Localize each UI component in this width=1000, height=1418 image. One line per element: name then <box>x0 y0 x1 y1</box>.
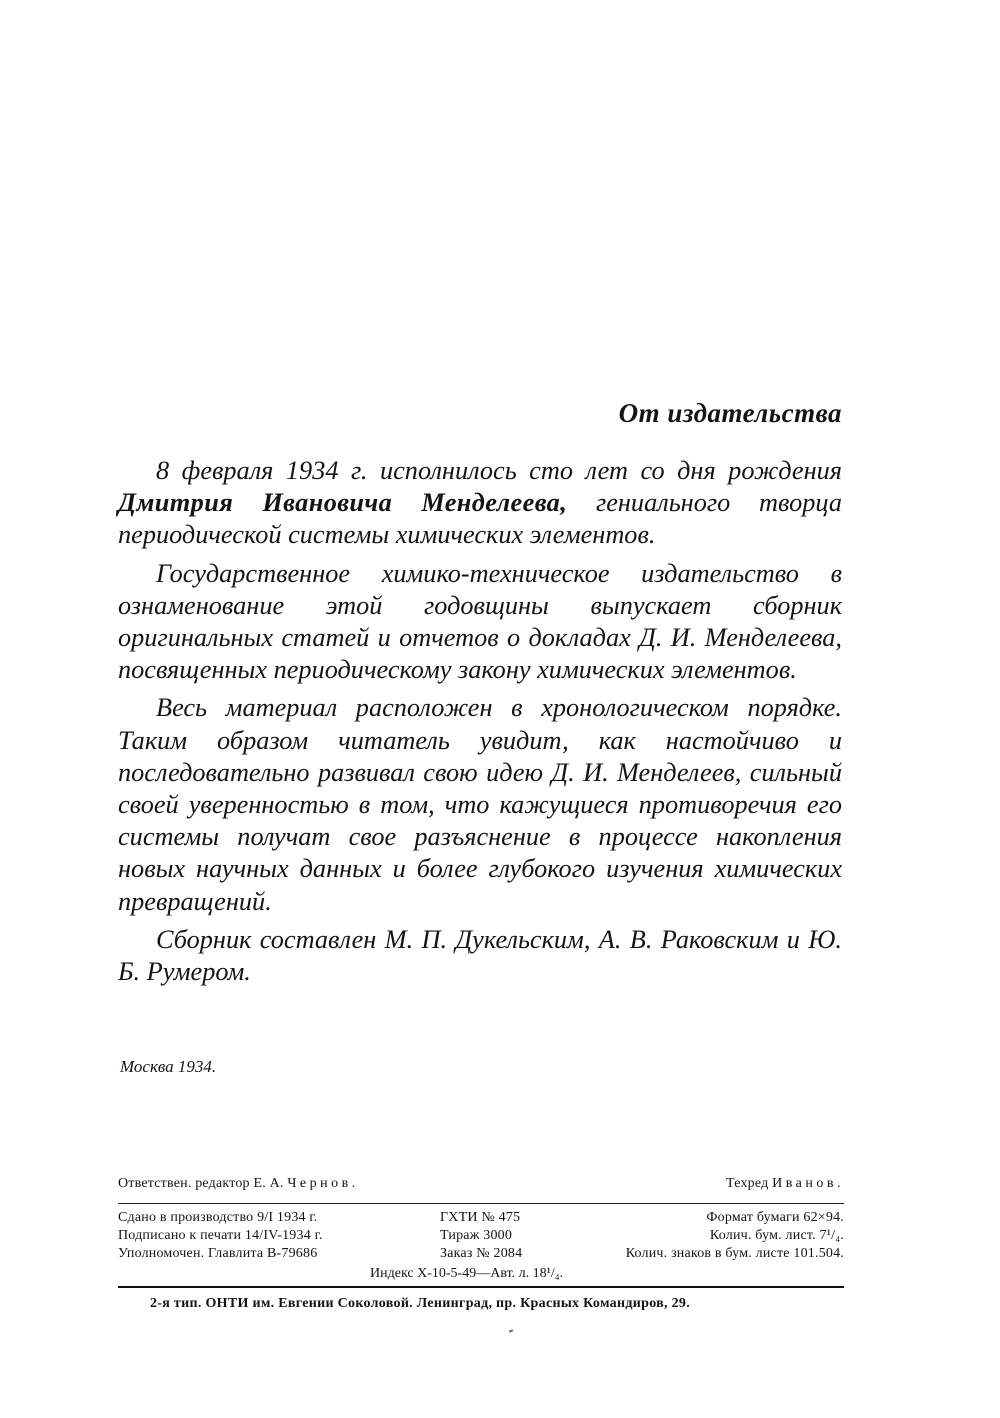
tech-editor <box>726 1176 844 1192</box>
techred-name: Иванов. <box>772 1176 844 1191</box>
place-date: Москва 1934. <box>120 1057 217 1076</box>
paragraph-text: гениального творца периодической системы химических элементов. <box>118 488 842 550</box>
paragraph-compilers: Сборник составлен М. П. Дукельским, А. В. Раковским и Ю. Б. Румером. <box>118 924 842 987</box>
imprint-cell: ГХТИ № 475 <box>440 1210 521 1225</box>
imprint-cell: Тираж 3000 <box>440 1228 513 1243</box>
mendeleev-name: Дмитрия Ивановича Менделеева, <box>118 488 568 518</box>
page-heading: От издательства <box>618 398 842 428</box>
imprint-row <box>118 1228 844 1246</box>
foreword-body <box>118 455 842 994</box>
imprint-cell: Колич. бум. лист. 7¹/₄. <box>709 1228 844 1243</box>
responsible-editor <box>118 1176 359 1192</box>
imprint-cell: Заказ № 2084 <box>440 1246 523 1261</box>
imprint-cell: Подписано к печати 14/IV-1934 г. <box>118 1228 323 1243</box>
techred-label: Техред <box>726 1176 769 1191</box>
paragraph-publication: Государственное химико-техническое издательство в ознаменование этой годовщины выпускает сборник оригинальных статей и отчетов о докладах Д. И. Менделеева, посвященных периодическому закону химических элементов. <box>118 558 842 685</box>
editors-row <box>118 1176 844 1194</box>
imprint-cell: Сдано в производство 9/I 1934 г. <box>118 1210 318 1225</box>
index-line: Индекс Х-10-5-49—Авт. л. 18¹/₄. <box>370 1266 564 1281</box>
printer-divider <box>118 1286 844 1288</box>
imprint-row <box>118 1210 844 1228</box>
imprint-cell: Формат бумаги 62×94. <box>706 1210 844 1225</box>
paragraph-material: Весь материал расположен в хронологическом порядке. Таким образом читатель увидит, как настойчиво и последовательно развивал свою идею Д. И. Менделеев, сильный своей уверенностью в том, что кажущиеся противоречия его системы получат свое разъяснение в процессе накопления новых научных данных и более глубокого изучения химических превращений. <box>118 693 842 916</box>
imprint-cell: Колич. знаков в бум. листе 101.504. <box>625 1246 844 1261</box>
scan-speck <box>509 1329 513 1332</box>
imprint-cell: Уполномочен. Главлита В-79686 <box>118 1246 318 1261</box>
paragraph-text: 8 февраля 1934 г. исполнилось сто лет со дня рождения <box>156 456 842 485</box>
imprint-row <box>118 1246 844 1264</box>
imprint-divider <box>118 1203 844 1204</box>
paragraph-anniversary <box>118 455 842 552</box>
editor-name: Чернов. <box>287 1176 359 1191</box>
editor-label: Ответствен. редактор Е. А. <box>118 1176 284 1191</box>
printer-line: 2-я тип. ОНТИ им. Евгении Соколовой. Ленинград, пр. Красных Командиров, 29. <box>150 1296 691 1311</box>
